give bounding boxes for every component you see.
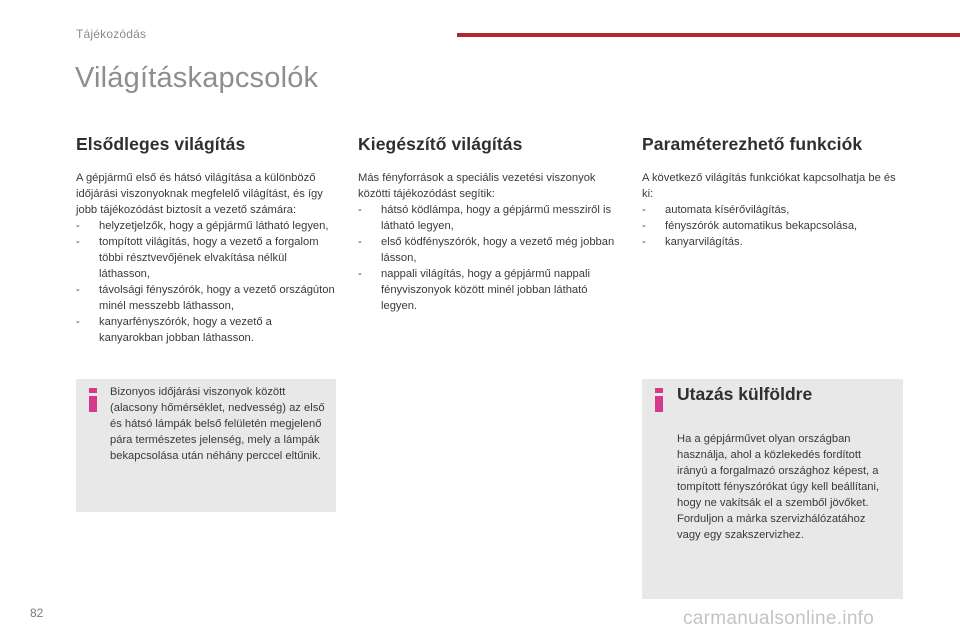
- travel-abroad-text: [677, 431, 892, 543]
- list-dash: -: [358, 236, 362, 248]
- list-item: [642, 234, 904, 250]
- list-item: [358, 266, 620, 314]
- list-item: [358, 202, 620, 234]
- list-item-text: kanyarfényszórók, hogy a vezető a kanyarokban jobban láthasson.: [99, 316, 272, 344]
- list-item-text: tompított világítás, hogy a vezető a forgalom többi résztvevőjének elvakítása nélkül láthasson,: [99, 236, 319, 280]
- list-dash: -: [76, 220, 80, 232]
- additional-lighting-section: [358, 134, 620, 314]
- list-dash: -: [642, 236, 646, 248]
- travel-abroad-heading: Utazás külföldre: [677, 384, 813, 404]
- list-item-text: kanyarvilágítás.: [665, 236, 743, 248]
- additional-lighting-intro: Más fényforrások a speciális vezetési viszonyok közötti tájékozódást segítik:: [358, 172, 596, 200]
- travel-abroad-text-1: Ha a gépjárművet olyan országban használja, ahol a közlekedés fordított irányú a forgalmazó országhoz képest, a tompított fényszórókat úgy kell beállítani, hogy ne vakítsák el a szemből jövőket.: [677, 433, 880, 509]
- configurable-functions-section: [642, 134, 904, 250]
- list-item-text: távolsági fényszórók, hogy a vezető országúton minél messzebb láthasson,: [99, 284, 335, 312]
- list-dash: -: [358, 268, 362, 280]
- primary-lighting-heading: Elsődleges világítás: [76, 134, 246, 154]
- section-label: Tájékozódás: [76, 27, 147, 41]
- list-item: [642, 202, 904, 218]
- list-item: [76, 218, 338, 234]
- list-item-text: helyzetjelzők, hogy a gépjármű látható legyen,: [99, 220, 329, 232]
- condensation-info-box: [76, 379, 336, 512]
- list-dash: -: [642, 220, 646, 232]
- info-icon: [89, 388, 97, 412]
- page-number: 82: [30, 606, 44, 620]
- list-item: [76, 282, 338, 314]
- list-item-text: első ködfényszórók, hogy a vezető még jobban lásson,: [381, 236, 615, 264]
- travel-abroad-info-box: [642, 379, 903, 599]
- configurable-functions-heading: Paraméterezhető funkciók: [642, 134, 863, 154]
- condensation-info-text: Bizonyos időjárási viszonyok között (alacsony hőmérséklet, nedvesség) az első és hátsó lámpák belső felületén megjelenő pára természetes jelenség, mely a lámpák bekapcsolása után néhány perccel eltűnik.: [110, 386, 325, 462]
- additional-lighting-list: [358, 202, 620, 314]
- travel-abroad-text-2: Forduljon a márka szervizhálózatához vagy egy szakszervizhez.: [677, 513, 866, 541]
- list-item-text: nappali világítás, hogy a gépjármű nappali fényviszonyok között minél jobban látható legyen.: [381, 268, 590, 312]
- configurable-functions-intro: A következő világítás funkciókat kapcsolhatja be és ki:: [642, 172, 896, 200]
- list-item: [642, 218, 904, 234]
- list-item-text: fényszórók automatikus bekapcsolása,: [665, 220, 858, 232]
- list-dash: -: [76, 316, 80, 328]
- list-item: [76, 234, 338, 282]
- list-dash: -: [358, 204, 362, 216]
- list-item-text: automata kísérővilágítás,: [665, 204, 790, 216]
- list-dash: -: [642, 204, 646, 216]
- header-rule: [457, 33, 960, 37]
- watermark: carmanualsonline.info: [683, 608, 875, 629]
- list-item: [358, 234, 620, 266]
- primary-lighting-intro: A gépjármű első és hátsó világítása a különböző időjárási viszonyoknak megfelelő világítást, és így jobb tájékozódást biztosít a vezető számára:: [76, 172, 323, 216]
- list-dash: -: [76, 284, 80, 296]
- additional-lighting-heading: Kiegészítő világítás: [358, 134, 523, 154]
- primary-lighting-list: [76, 218, 338, 346]
- page-title: Világításkapcsolók: [75, 62, 319, 94]
- info-icon: [655, 388, 663, 412]
- list-dash: -: [76, 236, 80, 248]
- primary-lighting-section: [76, 134, 338, 346]
- list-item-text: hátsó ködlámpa, hogy a gépjármű messziről is látható legyen,: [381, 204, 612, 232]
- configurable-functions-list: [642, 202, 904, 250]
- list-item: [76, 314, 338, 346]
